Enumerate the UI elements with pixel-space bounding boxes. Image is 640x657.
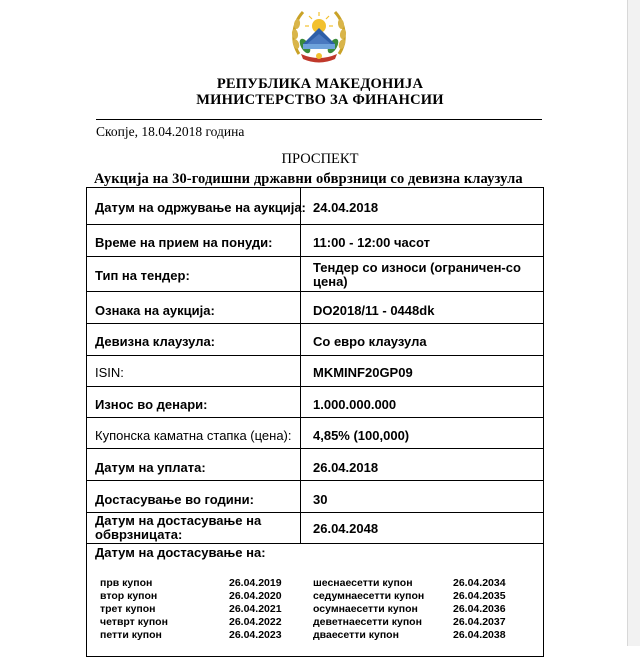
row-label: Датум на достасување на обврзницата: [95,513,262,542]
row-value: 26.04.2048 [313,521,379,536]
row-value: 1.000.000.000 [313,397,397,412]
coupon-date: 26.04.2021 [229,603,282,615]
header-republic: РЕПУБЛИКА МАКЕДОНИЈА [216,76,424,92]
prospectus-table [86,187,544,657]
row-value: 24.04.2018 [313,200,379,215]
table-row [87,225,543,257]
row-label: Купонска каматна стапка (цена): [95,428,292,443]
row-label: Износ во денари: [95,397,208,412]
row-label: Девизна клаузула: [95,334,216,349]
coupon-date: 26.04.2020 [229,590,282,602]
row-value: Со евро клаузула [313,334,427,349]
coupon-name: прв купон [100,577,153,589]
row-label: Датум на одржување на аукција: [95,200,306,215]
coat-of-arms-emblem [289,4,349,68]
table-row [87,481,543,513]
document-title: ПРОСПЕКТ [281,151,359,167]
coupon-date: 26.04.2035 [453,590,506,602]
coupon-name: дваесетти купон [313,629,399,641]
coupon-date: 26.04.2037 [453,616,506,628]
row-label: ISIN: [95,365,124,380]
row-value: MKMINF20GP09 [313,365,413,380]
coupon-name: седумнаесетти купон [313,590,425,602]
row-label: Достасување во години: [95,492,254,507]
table-row [87,387,543,418]
row-value: 26.04.2018 [313,460,379,475]
row-value: 30 [313,492,328,507]
row-label: Време на прием на понуди: [95,235,273,250]
row-value: DO2018/11 - 0448dk [313,303,435,318]
coupon-name: трет купон [100,603,156,615]
coupon-name: деветнаесетти купон [313,616,422,628]
table-row [87,324,543,356]
place-date: Скопје, 18.04.2018 година [96,124,245,139]
coupon-date: 26.04.2023 [229,629,282,641]
coupon-name: осумнаесетти купон [313,603,418,615]
coupon-name: втор купон [100,590,158,602]
coupon-date: 26.04.2038 [453,629,506,641]
table-row [87,292,543,324]
table-row [87,418,543,449]
row-value: 4,85% (100,000) [313,428,410,443]
header-divider [96,119,542,120]
coupon-name: четврт купон [100,616,168,628]
table-row [87,513,543,544]
document-subtitle: Аукција на 30-годишни државни обврзници со девизна клаузула [94,171,523,187]
table-row [87,257,543,292]
coupon-date: 26.04.2034 [453,577,506,589]
row-value: 11:00 - 12:00 часот [313,235,430,250]
coupon-name: шеснаесетти купон [313,577,413,589]
coupon-date: 26.04.2022 [229,616,282,628]
row-label: Датум на уплата: [95,460,206,475]
coupon-date: 26.04.2019 [229,577,282,589]
table-row [87,188,543,225]
coupon-date: 26.04.2036 [453,603,506,615]
coupon-name: петти купон [100,629,162,641]
table-row [87,449,543,481]
row-label: Тип на тендер: [95,268,190,283]
header-ministry: МИНИСТЕРСТВО ЗА ФИНАНСИИ [196,92,444,108]
maturity-heading: Датум на достасување на: [95,545,266,560]
row-label: Ознака на аукција: [95,303,215,318]
row-value: Тендер со износи (ограничен-со цена) [313,260,521,289]
table-row [87,356,543,387]
